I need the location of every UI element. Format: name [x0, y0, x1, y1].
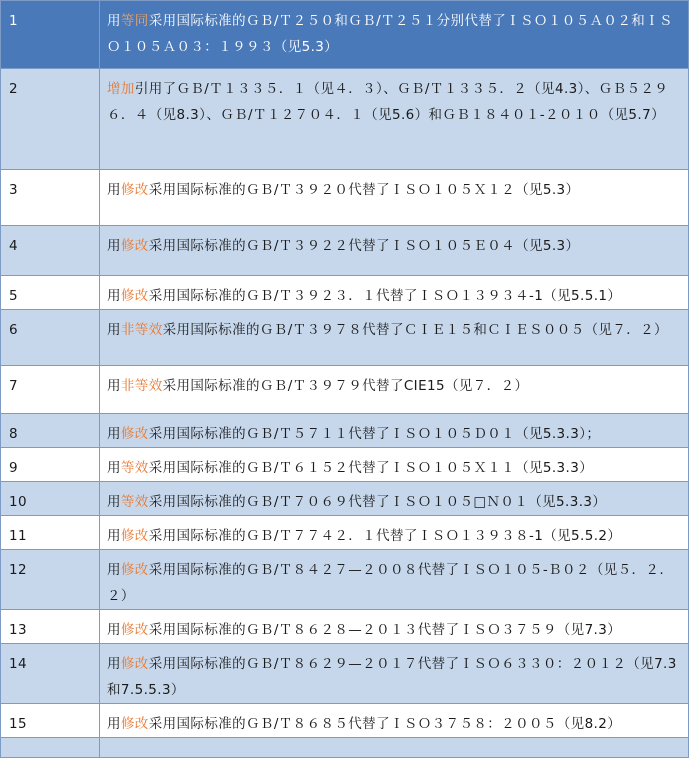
- row-description: 增加引用了ＧＢ/Ｔ１３３５．１（见４．３）、ＧＢ/Ｔ１３３５．２（见4.3）、ＧＢ５２９６．４（见8.3）、ＧＢ/Ｔ１２７０４．１（见5.6）和ＧＢ１８４０１-２０１０（见5.7）: [100, 69, 689, 170]
- row-description: 用修改采用国际标准的ＧＢ/Ｔ８６２８—２０１３代替了ＩＳＯ３７５９（见7.3）: [100, 610, 689, 644]
- row-number: 15: [1, 704, 100, 738]
- change-keyword: 修改: [120, 182, 149, 198]
- row-description: 用非等效采用国际标准的ＧＢ/Ｔ３９７９代替了CIE15（见７．２）: [100, 366, 689, 414]
- row-description: 用修改采用国际标准的ＧＢ/Ｔ５７１１代替了ＩＳＯ１０５Ｄ０１（见5.3.3）；: [100, 414, 689, 448]
- row-description: 用修改采用国际标准的ＧＢ/Ｔ７７４２．１代替了ＩＳＯ１３９３８-1（见5.5.2）: [100, 516, 689, 550]
- row-number: 14: [1, 644, 100, 704]
- row-description: 用修改采用国际标准的ＧＢ/Ｔ８６２９—２０１７代替了ＩＳＯ６３３０：２０１２（见7.3和7.5.5.3）: [100, 644, 689, 704]
- change-keyword: 非等效: [120, 378, 163, 394]
- row-description: 用修改采用国际标准的ＧＢ/Ｔ３９２３．１代替了ＩＳＯ１３９３４-1（见5.5.1）: [100, 276, 689, 310]
- change-keyword: 非等效: [120, 322, 163, 338]
- change-keyword: 修改: [120, 238, 149, 254]
- row-number: 5: [1, 276, 100, 310]
- row-number: 9: [1, 448, 100, 482]
- table-row: [1, 1, 689, 69]
- row-description: 用修改采用国际标准的ＧＢ/Ｔ３９２０代替了ＩＳＯ１０５Ｘ１２（见5.3）: [100, 170, 689, 226]
- row-description: 用修改采用国际标准的ＧＢ/Ｔ３９２２代替了ＩＳＯ１０５Ｅ０４（见5.3）: [100, 226, 689, 276]
- table-row: [1, 550, 689, 610]
- change-keyword: 修改: [120, 562, 149, 578]
- row-number: 10: [1, 482, 100, 516]
- row-number: 4: [1, 226, 100, 276]
- row-number: 13: [1, 610, 100, 644]
- row-description: 用修改采用国际标准的ＧＢ/Ｔ８４２７—２００８代替了ＩＳＯ１０５-Ｂ０２（见５．２.２）: [100, 550, 689, 610]
- row-description: 用等效采用国际标准的ＧＢ/Ｔ７０６９代替了ＩＳＯ１０５□Ｎ０１（见5.3.3）: [100, 482, 689, 516]
- table-row: [1, 482, 689, 516]
- change-keyword: 等同: [120, 13, 149, 29]
- change-keyword: 修改: [120, 426, 149, 442]
- row-number: 8: [1, 414, 100, 448]
- row-description: 用非等效采用国际标准的ＧＢ/Ｔ３９７８代替了ＣＩＥ１５和ＣＩＥＳ００５（见７．２）: [100, 310, 689, 366]
- table-row: [1, 276, 689, 310]
- row-number: 1: [1, 1, 100, 69]
- row-number: [1, 738, 100, 758]
- row-number: 2: [1, 69, 100, 170]
- row-description: 用等同采用国际标准的ＧＢ/Ｔ２５０和ＧＢ/Ｔ２５１分别代替了ＩＳＯ１０５Ａ０２和ＩＳＯ１０５Ａ０３：１９９３（见5.3）: [100, 1, 689, 69]
- row-number: 6: [1, 310, 100, 366]
- table-row: [1, 644, 689, 704]
- table-row: [1, 170, 689, 226]
- table-row: [1, 704, 689, 738]
- table-row: [1, 516, 689, 550]
- row-description: 用等效采用国际标准的ＧＢ/Ｔ６１５２代替了ＩＳＯ１０５Ｘ１１（见5.3.3）: [100, 448, 689, 482]
- table-row: [1, 414, 689, 448]
- change-keyword: 修改: [120, 288, 149, 304]
- row-description: 用修改采用国际标准的ＧＢ/Ｔ８６８５代替了ＩＳＯ３７５８：２００５（见8.2）: [100, 704, 689, 738]
- table-row: [1, 448, 689, 482]
- table-row: [1, 366, 689, 414]
- change-keyword: 增加: [107, 81, 135, 97]
- table-row: [1, 69, 689, 170]
- change-keyword: 修改: [120, 528, 149, 544]
- table-row: [1, 226, 689, 276]
- table-row: [1, 310, 689, 366]
- change-keyword: 等效: [120, 494, 149, 510]
- change-keyword: 修改: [120, 656, 149, 672]
- change-keyword: 等效: [120, 460, 149, 476]
- row-number: 7: [1, 366, 100, 414]
- row-description: [100, 738, 689, 758]
- change-keyword: 修改: [120, 622, 149, 638]
- row-number: 3: [1, 170, 100, 226]
- row-number: 12: [1, 550, 100, 610]
- table-row: [1, 610, 689, 644]
- change-keyword: 修改: [120, 716, 149, 732]
- row-number: 11: [1, 516, 100, 550]
- table-row: [1, 738, 689, 758]
